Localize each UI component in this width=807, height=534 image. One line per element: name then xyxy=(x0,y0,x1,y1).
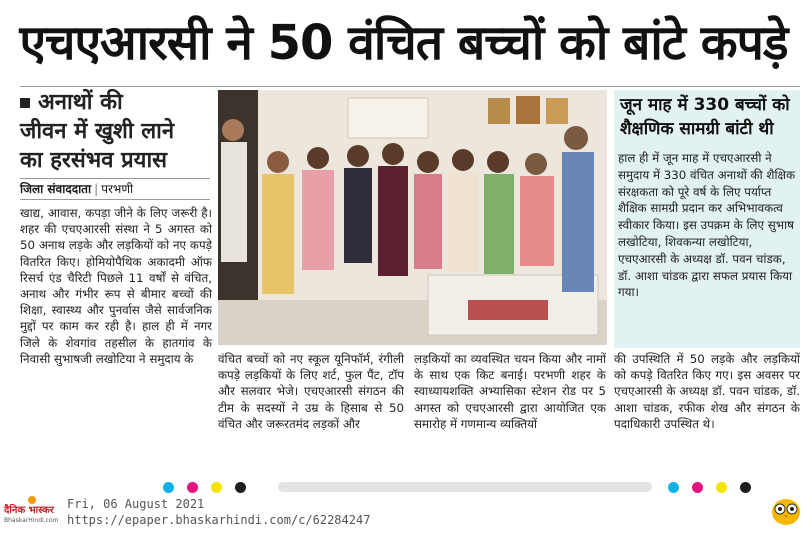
brand-logo[interactable] xyxy=(4,496,62,524)
byline-location: परभणी xyxy=(101,182,134,196)
group-photo-illustration xyxy=(218,90,607,345)
byline xyxy=(20,181,210,197)
registration-dot xyxy=(235,482,246,493)
article-column-1: खाद्य, आवास, कपड़ा जीने के लिए जरूरी है। शहर की एचएआरसी संस्था ने 5 अगस्त को 50 अनाथ लड़के और लड़कियों को नए कपड़े वितरित किए। होमियोपैथिक अकादमी ऑफ रिसर्च एंड चैरिटी पिछले 11 वर्षों से वंचित, अनाथ और गंभीर रूप से बीमार बच्चों की शिक्षा, स्वास्थ्य और पुनर्वास जैसे सार्वजनिक मुद्दों पर काम कर रही है। हाल ही में नगर जिले के शेवगांव तहसील के हातगांव के निवासी सुभाषजी लखोटिया ने समुदाय के xyxy=(20,206,212,366)
sun-icon xyxy=(28,496,36,504)
brand-subtitle: BhaskarHindi.com xyxy=(4,517,59,524)
sidebox-body: हाल ही में जून माह में एचएआरसी ने समुदाय में 330 वंचित अनाथों की शैक्षिक संरक्षकता को पूरे वर्ष के लिए पर्याप्त शैक्षिक सामग्री प्रदान कर अभिभावकत्व स्वीकार किया। इस उपक्रम के लिए सुभाष लखोटिया, शिवकन्या लखोटिया, एचएआरसी के अध्यक्ष डॉ. पवन चांडक, डॉ. आशा चांडक द्वारा सफल प्रयास किया गया। xyxy=(618,151,796,300)
byline-rule-bottom xyxy=(20,199,210,200)
subheadline xyxy=(20,88,210,175)
bullet-icon xyxy=(20,98,30,108)
subheadline-line: का हरसंभव प्रयास xyxy=(20,148,168,173)
byline-reporter: जिला संवाददाता xyxy=(20,182,92,196)
sidebox-title: जून माह में 330 बच्चों को शैक्षणिक सामग्री बांटी थी xyxy=(620,95,790,139)
edition-date: Fri, 06 August 2021 xyxy=(67,497,205,511)
brand-name: दैनिक भास्कर xyxy=(4,505,54,516)
registration-dot xyxy=(716,482,727,493)
registration-dot xyxy=(740,482,751,493)
registration-dot xyxy=(211,482,222,493)
registration-dot xyxy=(668,482,679,493)
registration-dot xyxy=(187,482,198,493)
source-url[interactable]: https://epaper.bhaskarhindi.com/c/62284247 xyxy=(67,513,371,527)
registration-bar xyxy=(278,482,652,492)
article-column-3: लड़कियों का व्यवस्थित चयन किया और नामों के साथ एक किट बनाई। परभणी शहर के स्वाध्यायशक्ति अभ्यासिका स्टेशन रोड पर 5 अगस्त को एचएआरसी द्वारा आयोजित एक समारोह में गणमान्य व्यक्तियों xyxy=(414,352,606,431)
article-column-4: की उपस्थिति में 50 लड़के और लड़कियों को कपड़े वितरित किए गए। इस अवसर पर एचएआरसी के अध्यक्ष डॉ. पवन चांडक, डॉ. आशा चांडक, रफीक शेख और संगठन के पदाधिकारी उपस्थित थे। xyxy=(614,352,800,431)
owl-icon xyxy=(770,494,802,526)
byline-separator: | xyxy=(94,182,99,196)
article-photo xyxy=(218,90,607,345)
registration-dot xyxy=(692,482,703,493)
headline: एचएआरसी ने 50 वंचित बच्चों को बांटे कपड़े xyxy=(19,15,788,71)
subheadline-line: जीवन में खुशी लाने xyxy=(20,119,175,144)
article-column-2: वंचित बच्चों को नए स्कूल यूनिफॉर्म, रंगीली कपड़े लड़कियों के लिए शर्ट, फुल पैंट, टॉप और सलवार भेजे। एचएआरसी संगठन की टीम के सदस्यों ने उम्र के हिसाब से 50 वंचित और जरूरतमंद लड़कों और xyxy=(218,352,404,431)
headline-rule xyxy=(20,86,800,87)
registration-dot xyxy=(163,482,174,493)
byline-rule-top xyxy=(20,178,210,179)
subheadline-line: अनाथों की xyxy=(20,88,210,117)
